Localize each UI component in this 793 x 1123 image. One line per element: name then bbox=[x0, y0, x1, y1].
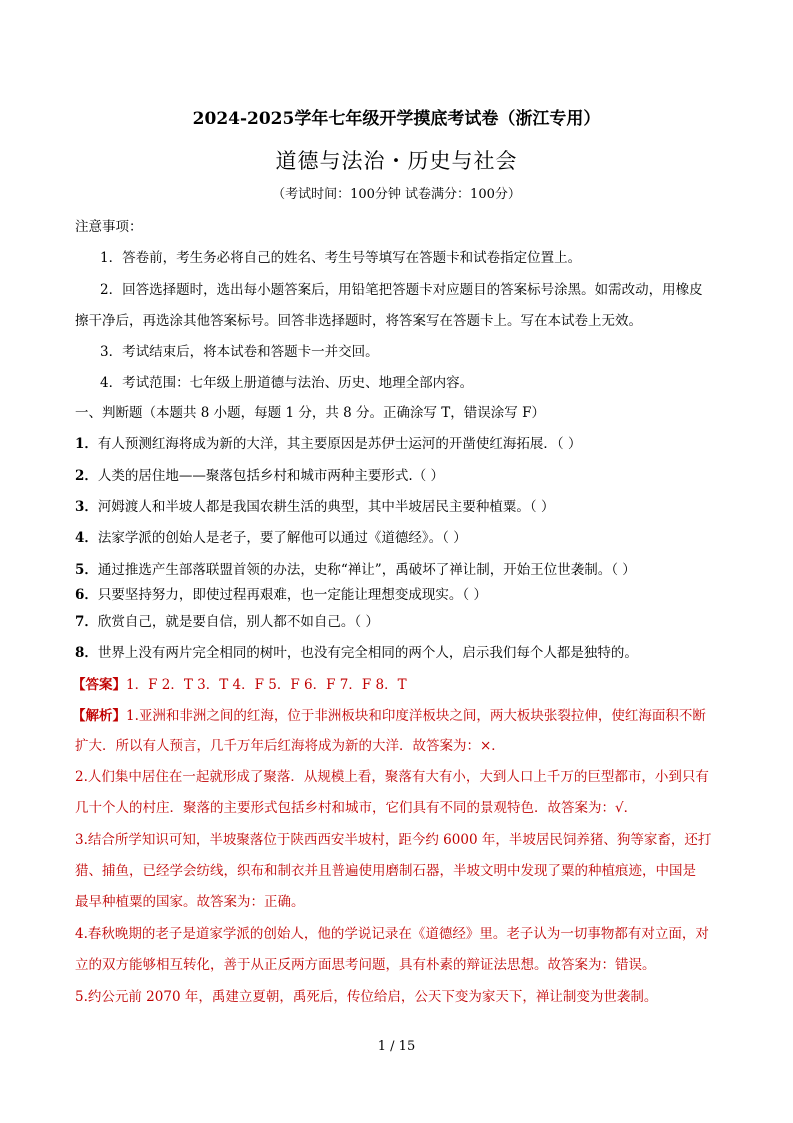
answer-line bbox=[72, 675, 407, 695]
analysis-line: 4.春秋晚期的老子是道家学派的创始人，他的学说记录在《道德经》里。老子认为一切事物都有对立面，对 bbox=[75, 926, 709, 942]
notice-item: 擦干净后，再选涂其他答案标号。回答非选择题时，将答案写在答题卡上。写在本试卷上无效。 bbox=[75, 313, 642, 329]
question-number: 1． bbox=[75, 436, 98, 452]
notice-item: 1．答卷前，考生务必将自己的姓名、考生号等填写在答题卡和试卷指定位置上。 bbox=[100, 250, 582, 266]
question-text: 只要坚持努力，即使过程再艰难，也一定能让理想变成现实。（ ） bbox=[97, 587, 487, 603]
question-text: 有人预测红海将成为新的大洋，其主要原因是苏伊士运河的开凿使红海拓展．（ ） bbox=[97, 436, 582, 452]
question-item bbox=[75, 585, 487, 605]
notice-item: 2．回答选择题时，选出每小题答案后，用铅笔把答题卡对应题目的答案标号涂黑。如需改动，用橡皮 bbox=[100, 282, 703, 298]
question-text: 河姆渡人和半坡人都是我国农耕生活的典型，其中半坡居民主要种植粟。（ ） bbox=[97, 499, 555, 515]
analysis-line: 扩大．所以有人预言，几千万年后红海将成为新的大洋．故答案为：×． bbox=[75, 738, 505, 754]
notice-item: 4．考试范围：七年级上册道德与法治、历史、地理全部内容。 bbox=[100, 375, 474, 391]
question-number: 3． bbox=[75, 499, 98, 515]
analysis-line bbox=[72, 706, 706, 726]
exam-subject: 道德与法治・历史与社会 bbox=[275, 149, 518, 173]
page-number: 1 / 15 bbox=[377, 1039, 416, 1054]
analysis-line: 立的双方能够相互转化，善于从正反两方面思考问题，具有朴素的辩证法思想。故答案为：错误。 bbox=[75, 957, 656, 973]
question-item bbox=[75, 612, 379, 632]
question-number: 6． bbox=[75, 587, 98, 603]
question-number: 4． bbox=[75, 530, 98, 546]
question-item bbox=[75, 466, 444, 486]
analysis-line: 猎、捕鱼，已经学会纺线，织布和制衣并且普遍使用磨制石器，半坡文明中发现了粟的种植痕迹，中国是 bbox=[75, 863, 696, 879]
question-item bbox=[75, 560, 636, 580]
notice-heading: 注意事项： bbox=[75, 219, 143, 235]
analysis-text: 1.亚洲和非洲之间的红海，位于非洲板块和印度洋板块之间，两大板块张裂拉伸，使红海面积不断 bbox=[126, 708, 706, 724]
analysis-line: 3.结合所学知识可知，半坡聚落位于陕西西安半坡村，距今约 6000 年，半坡居民饲养猪、狗等家畜，还打 bbox=[75, 832, 712, 848]
question-item bbox=[75, 643, 638, 663]
question-text: 法家学派的创始人是老子，要了解他可以通过《道德经》。（ ） bbox=[97, 530, 467, 546]
question-text: 世界上没有两片完全相同的树叶，也没有完全相同的两个人，启示我们每个人都是独特的。 bbox=[97, 645, 638, 661]
answer-text: 1．F 2．T 3．T 4．F 5．F 6．F 7．F 8．T bbox=[126, 677, 407, 693]
question-item bbox=[75, 497, 554, 517]
notice-item: 3．考试结束后，将本试卷和答题卡一并交回。 bbox=[100, 344, 379, 360]
exam-info: （考试时间：100分钟 试卷满分：100分） bbox=[272, 187, 521, 202]
analysis-line: 5.约公元前 2070 年，禹建立夏朝，禹死后，传位给启，公天下变为家天下，禅让制变为世袭制。 bbox=[75, 989, 658, 1005]
question-item bbox=[75, 434, 581, 454]
exam-title: 2024-2025学年七年级开学摸底考试卷（浙江专用） bbox=[192, 109, 601, 129]
question-text: 通过推选产生部落联盟首领的办法，史称“禅让”，禹破坏了禅让制，开始王位世袭制。（ ） bbox=[97, 562, 636, 578]
question-text: 欣赏自己，就是要自信，别人都不如自己。（ ） bbox=[97, 614, 379, 630]
analysis-line: 几十个人的村庄．聚落的主要形式包括乡村和城市，它们具有不同的景观特色．故答案为：√． bbox=[75, 800, 638, 816]
question-number: 5． bbox=[75, 562, 98, 578]
section-heading: 一、判断题（本题共 8 小题，每题 1 分，共 8 分。正确涂写 T，错误涂写 F） bbox=[75, 405, 545, 421]
question-item bbox=[75, 528, 467, 548]
question-number: 7． bbox=[75, 614, 98, 630]
analysis-tag: 【解析】 bbox=[72, 708, 126, 724]
question-number: 8． bbox=[75, 645, 98, 661]
analysis-line: 2.人们集中居住在一起就形成了聚落．从规模上看，聚落有大有小，大到人口上千万的巨型都市，小到只有 bbox=[75, 769, 709, 785]
analysis-line: 最早种植粟的国家。故答案为：正确。 bbox=[75, 894, 305, 910]
question-text: 人类的居住地——聚落包括乡村和城市两种主要形式.（ ） bbox=[97, 468, 444, 484]
answer-tag: 【答案】 bbox=[72, 677, 126, 693]
question-number: 2． bbox=[75, 468, 98, 484]
